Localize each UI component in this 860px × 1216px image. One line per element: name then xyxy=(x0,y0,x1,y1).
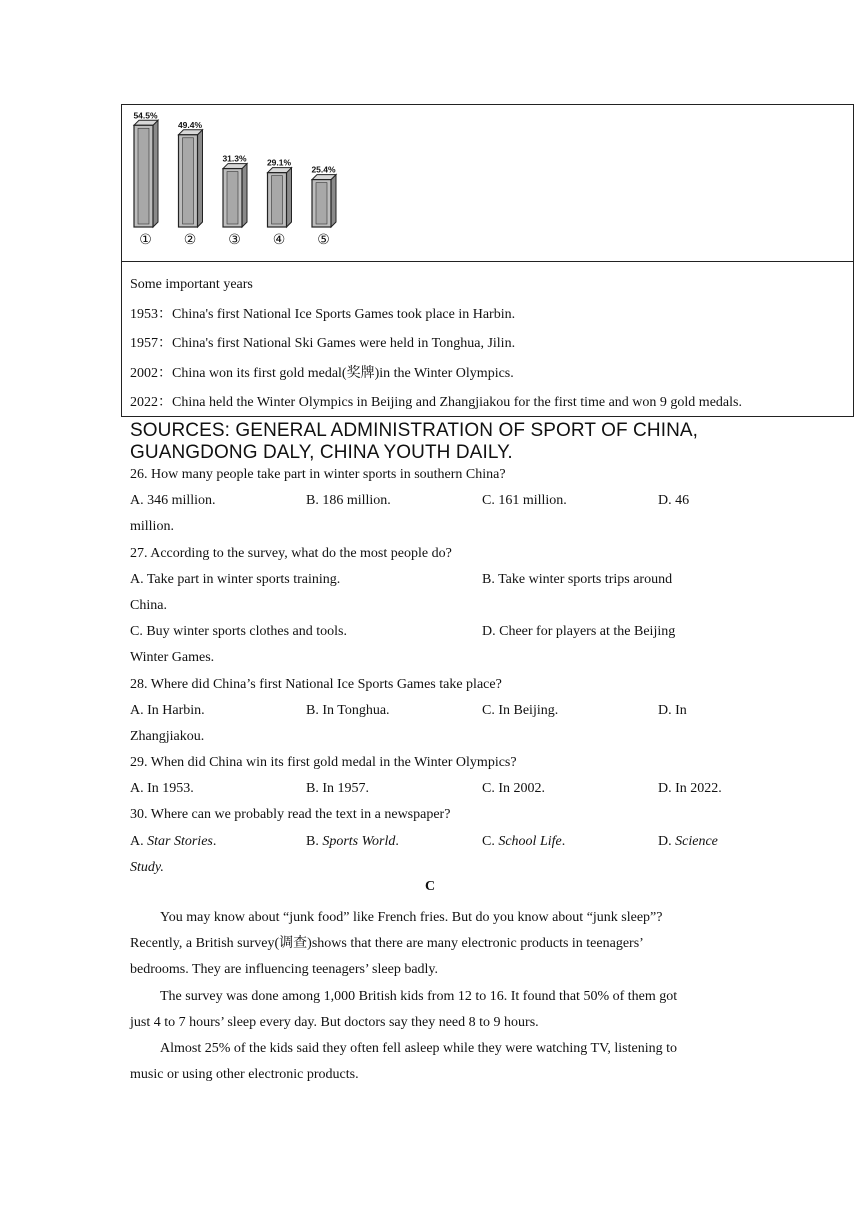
options-row xyxy=(130,829,740,855)
bar-side xyxy=(198,130,203,227)
year-text: China held the Winter Olympics in Beijing and Zhangjiakou for the first time and won 9 gold medals. xyxy=(172,395,742,410)
option-b: B. In 1957. xyxy=(306,781,369,797)
category-label: ④ xyxy=(272,232,286,248)
sources-line-2: GUANGDONG DALY, CHINA YOUTH DAILY. xyxy=(130,442,513,463)
bar-side xyxy=(242,164,247,227)
option-b: B. Take winter sports trips around xyxy=(482,571,673,587)
option-letter: D. xyxy=(658,833,676,849)
bar-top xyxy=(268,168,292,173)
option-d xyxy=(658,829,718,855)
option-d-wrap: million. xyxy=(130,519,174,535)
bar-value-label: 31.3% xyxy=(222,153,247,164)
options-row xyxy=(130,619,740,645)
option-b: B. In Tonghua. xyxy=(306,702,390,718)
infographic-box xyxy=(121,104,854,417)
year: 2022 xyxy=(130,395,158,410)
category-label: ③ xyxy=(228,232,241,248)
separator: ： xyxy=(158,306,172,322)
question-stem: 28. Where did China’s first National Ice Sports Games take place? xyxy=(130,676,502,692)
passage-line: bedrooms. They are influencing teenagers’ sleep badly. xyxy=(130,962,439,978)
option-b: B. 186 million. xyxy=(306,493,391,509)
sources-note xyxy=(130,420,698,464)
option-a: A. In 1953. xyxy=(130,781,194,797)
year-item xyxy=(130,388,742,418)
bar-inner xyxy=(138,128,149,224)
bar-inner xyxy=(272,176,283,224)
passage-line: You may know about “junk food” like French fries. But do you know about “junk sleep”? xyxy=(160,910,663,925)
years-heading: Some important years xyxy=(130,277,253,292)
questions xyxy=(130,462,740,881)
option-a: A. Take part in winter sports training. xyxy=(130,571,341,587)
bar-top xyxy=(223,164,247,169)
option-c: C. In Beijing. xyxy=(482,702,559,718)
option-punct: . xyxy=(561,833,566,849)
bar-inner xyxy=(183,138,194,224)
bar-value-label: 25.4% xyxy=(311,164,336,175)
passage-line: music or using other electronic products. xyxy=(130,1067,359,1083)
question-stem: 29. When did China win its first gold medal in the Winter Olympics? xyxy=(130,755,517,771)
separator: ： xyxy=(158,365,172,381)
options-row xyxy=(130,698,740,724)
sources-line-1: SOURCES: GENERAL ADMINISTRATION OF SPORT OF CHINA, xyxy=(130,420,699,441)
options-row xyxy=(130,567,740,593)
year: 1953 xyxy=(130,306,158,322)
option-d-wrap xyxy=(130,855,740,881)
question-stem: 27. According to the survey, what do the most people do? xyxy=(130,545,452,561)
year-text: China's first National Ski Games were held in Tonghua, Jilin. xyxy=(172,336,516,351)
option-title-wrap: Study xyxy=(130,859,161,875)
passage-line: Recently, a British survey(调查)shows that there are many electronic products in teenagers’ xyxy=(130,936,644,952)
options-row xyxy=(130,776,740,802)
passage-line: just 4 to 7 hours’ sleep every day. But doctors say they need 8 to 9 hours. xyxy=(130,1014,539,1030)
option-title: Science xyxy=(675,833,718,849)
separator: ： xyxy=(158,395,172,410)
option-c: C. 161 million. xyxy=(482,493,567,509)
year: 2002 xyxy=(130,365,158,381)
divider xyxy=(122,261,853,262)
important-years xyxy=(130,270,742,418)
option-punct: . xyxy=(160,859,164,875)
option-b xyxy=(306,829,399,855)
option-d-wrap: Zhangjiakou. xyxy=(130,728,205,744)
bar-chart-svg xyxy=(122,105,362,261)
bar-value-label: 29.1% xyxy=(266,157,292,168)
year-item xyxy=(130,359,742,389)
option-d: D. In xyxy=(658,702,687,718)
bar-value-label: 54.5% xyxy=(133,110,158,121)
bar-side xyxy=(287,168,292,227)
passage-line: The survey was done among 1,000 British kids from 12 to 16. It found that 50% of them got xyxy=(160,988,678,1004)
category-label: ① xyxy=(139,232,152,248)
option-punct: . xyxy=(212,833,217,849)
option-letter: A. xyxy=(130,833,148,849)
option-d-wrap: Winter Games. xyxy=(130,650,215,666)
bar-side xyxy=(331,175,336,227)
year-text: China won its first gold medal(奖牌)in the Winter Olympics. xyxy=(172,365,514,381)
option-d: D. In 2022. xyxy=(658,781,722,797)
option-letter: B. xyxy=(306,833,323,849)
option-title: Sports World xyxy=(322,833,396,849)
question-stem: 26. How many people take part in winter sports in southern China? xyxy=(130,467,506,482)
bar-top xyxy=(312,175,336,180)
separator: ： xyxy=(158,336,172,351)
option-d: D. Cheer for players at the Beijing xyxy=(482,624,676,640)
option-b-wrap: China. xyxy=(130,597,167,613)
bar-chart xyxy=(122,105,362,261)
option-d: D. 46 xyxy=(658,493,690,509)
bar-top xyxy=(179,130,203,135)
option-a: A. 346 million. xyxy=(130,493,216,509)
bar-inner xyxy=(316,183,327,224)
option-c: C. In 2002. xyxy=(482,781,545,797)
option-a: A. In Harbin. xyxy=(130,702,205,718)
category-label: ② xyxy=(183,232,197,248)
year-text: China's first National Ice Sports Games took place in Harbin. xyxy=(172,306,516,322)
option-c: C. Buy winter sports clothes and tools. xyxy=(130,624,347,640)
section-label: C xyxy=(424,879,436,894)
year: 1957 xyxy=(130,336,158,351)
option-a xyxy=(130,829,216,855)
bar-value-label: 49.4% xyxy=(177,119,203,130)
option-c xyxy=(482,829,565,855)
question-stem: 30. Where can we probably read the text in a newspaper? xyxy=(130,807,451,823)
passage-line: Almost 25% of the kids said they often fell asleep while they were watching TV, listening to xyxy=(160,1040,677,1056)
bar-inner xyxy=(227,172,238,224)
year-item xyxy=(130,329,742,359)
passage-c xyxy=(130,905,740,1088)
option-title: School Life xyxy=(498,833,562,849)
bar-top xyxy=(134,120,158,125)
year-item xyxy=(130,300,742,330)
option-punct: . xyxy=(395,833,399,849)
option-letter: C. xyxy=(482,833,499,849)
option-title: Star Stories xyxy=(147,833,213,849)
options-row xyxy=(130,488,740,514)
category-label: ⑤ xyxy=(317,232,330,248)
bar-side xyxy=(153,120,158,227)
